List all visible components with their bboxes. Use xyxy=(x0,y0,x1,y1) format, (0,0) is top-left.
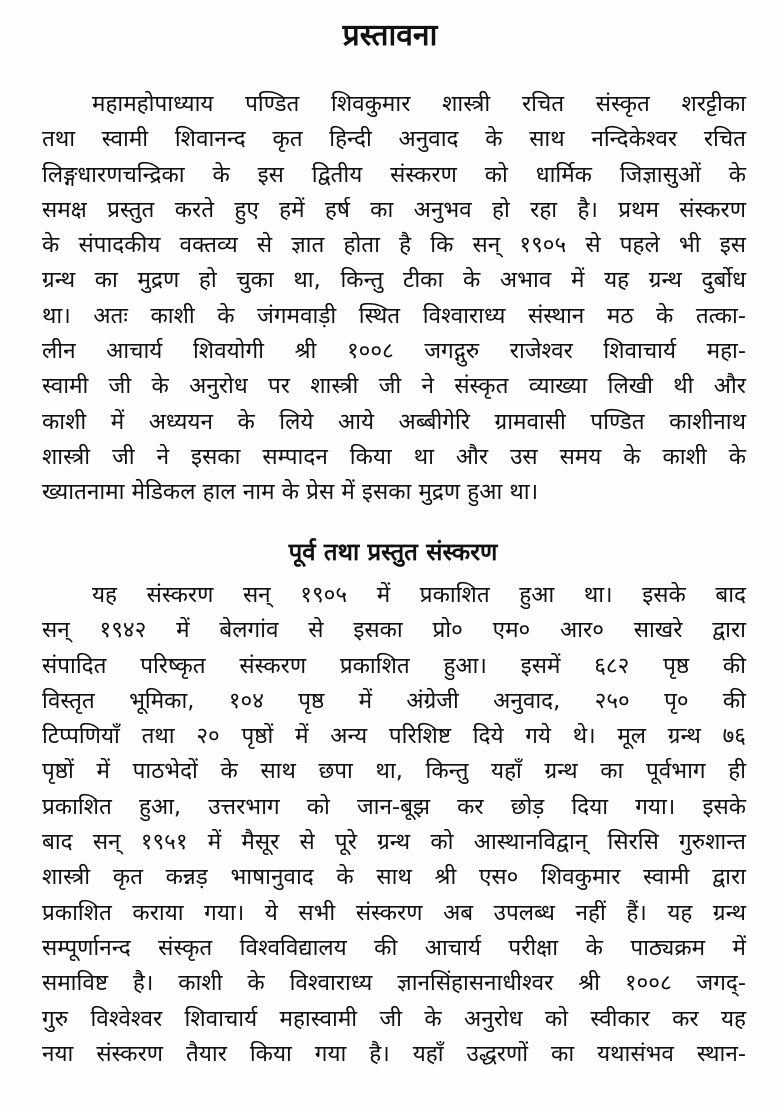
paragraph-editions xyxy=(42,578,746,1072)
text-line: विस्तृत भूमिका, १०४ पृष्ठ में अंग्रेजी अनुवाद, २५० पृ० की xyxy=(42,687,746,714)
text-line: शास्त्री कृत कन्नड़ भाषानुवाद के साथ श्री एस० शिवकुमार स्वामी द्वारा xyxy=(42,864,746,891)
text-line: पृष्ठों में पाठभेदों के साथ छपा था, किन्तु यहाँ ग्रन्थ का पूर्वभाग ही xyxy=(42,758,746,785)
text-line: नया संस्करण तैयार किया गया है। यहाँ उद्धरणों का यथासंभव स्थान- xyxy=(42,1040,746,1067)
text-line: महामहोपाध्याय पण्डित शिवकुमार शास्त्री रचित संस्कृत शरट्टीका xyxy=(92,91,746,117)
text-line: लीन आचार्य शिवयोगी श्री १००८ जगद्गुरु राजेश्वर शिवाचार्य महा- xyxy=(42,338,746,365)
text-line: यह संस्करण सन् १९०५ में प्रकाशित हुआ था। इसके बाद xyxy=(92,582,746,608)
text-line: काशी में अध्ययन के लिये आये अब्बीगेरि ग्रामवासी पण्डित काशीनाथ xyxy=(42,408,746,435)
text-line: ख्यातनामा मेडिकल हाल नाम के प्रेस में इसका मुद्रण हुआ था। xyxy=(42,479,539,506)
text-line: के संपादकीय वक्तव्य से ज्ञात होता है कि सन् १९०५ से पहले भी इस xyxy=(42,232,746,259)
text-line: समक्ष प्रस्तुत करते हुए हमें हर्ष का अनुभव हो रहा है। प्रथम संस्करण xyxy=(42,196,746,223)
section-heading: पूर्व तथा प्रस्तुत संस्करण xyxy=(288,538,498,566)
text-line: सन् १९४२ में बेलगांव से इसका प्रो० एम० आर० साखरे द्वारा xyxy=(42,617,746,644)
text-line: सम्पूर्णानन्द संस्कृत विश्वविद्यालय की आचार्य परीक्षा के पाठ्यक्रम में xyxy=(42,934,746,961)
text-line: लिङ्गधारणचन्द्रिका के इस द्वितीय संस्करण को धार्मिक जिज्ञासुओं के xyxy=(42,161,746,188)
text-line: टिप्पणियाँ तथा २० पृष्ठों में अन्य परिशिष्ट दिये गये थे। मूल ग्रन्थ ७६ xyxy=(42,723,746,750)
text-line: था। अतः काशी के जंगमवाड़ी स्थित विश्वाराध्य संस्थान मठ के तत्का- xyxy=(42,302,746,329)
text-line: प्रकाशित कराया गया। ये सभी संस्करण अब उपलब्ध नहीं हैं। यह ग्रन्थ xyxy=(42,899,746,926)
text-line: बाद सन् १९५१ में मैसूर से पूरे ग्रन्थ को आस्थानविद्वान् सिरसि गुरुशान्त xyxy=(42,829,746,856)
text-line: तथा स्वामी शिवानन्द कृत हिन्दी अनुवाद के साथ नन्दिकेश्वर रचित xyxy=(42,126,746,153)
text-line: स्वामी जी के अनुरोध पर शास्त्री जी ने संस्कृत व्याख्या लिखी थी और xyxy=(42,373,746,400)
text-line: गुरु विश्वेश्वर शिवाचार्य महास्वामी जी के अनुरोध को स्वीकार कर यह xyxy=(42,1005,746,1032)
text-line: ग्रन्थ का मुद्रण हो चुका था, किन्तु टीका के अभाव में यह ग्रन्थ दुर्बोध xyxy=(42,267,746,294)
text-line: प्रकाशित हुआ, उत्तरभाग को जान-बूझ कर छोड़ दिया गया। इसके xyxy=(42,793,746,820)
text-line: संपादित परिष्कृत संस्करण प्रकाशित हुआ। इसमें ६८२ पृष्ठ की xyxy=(42,652,746,679)
text-line: शास्त्री जी ने इसका सम्पादन किया था और उस समय के काशी के xyxy=(42,443,746,470)
page-title: प्रस्तावना xyxy=(342,18,438,53)
paragraph-introduction xyxy=(42,87,746,511)
text-line: समाविष्ट है। काशी के विश्वाराध्य ज्ञानसिंहासनाधीश्वर श्री १००८ जगद्- xyxy=(42,970,746,997)
